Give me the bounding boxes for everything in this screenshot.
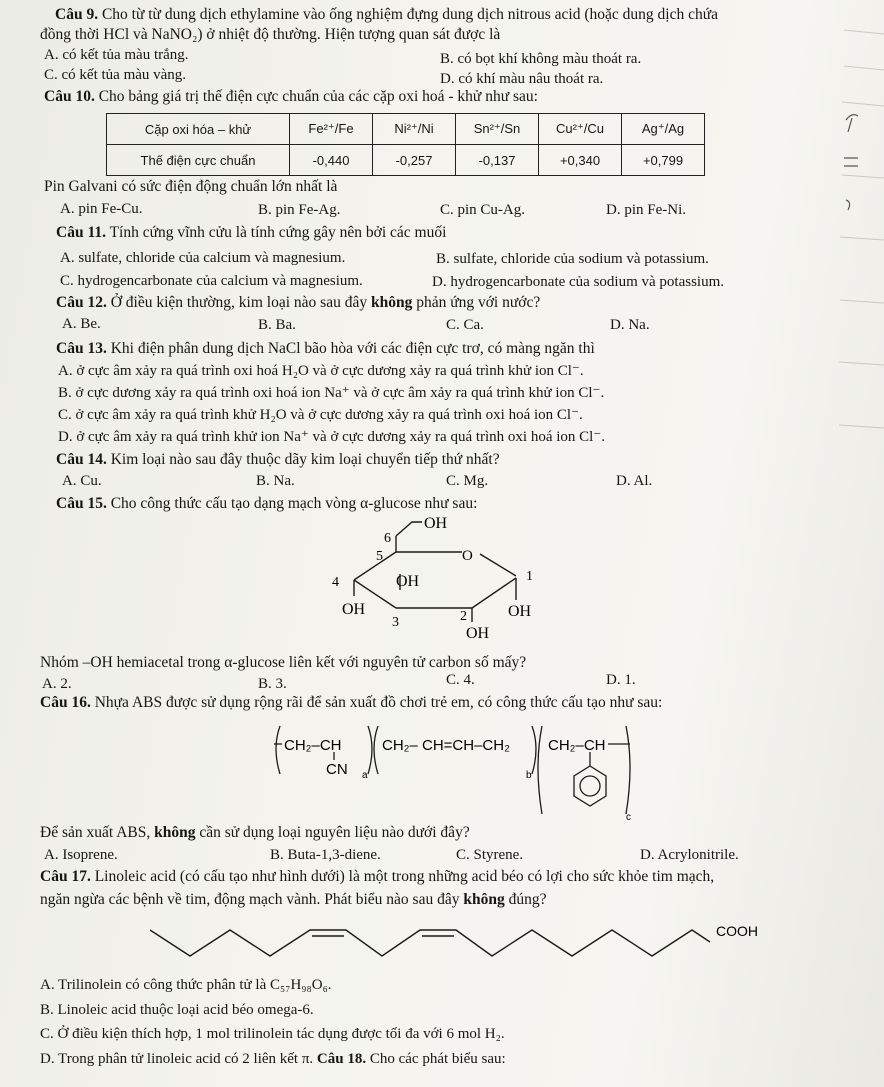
- bracket-c-open: [538, 726, 542, 814]
- q13-stem-text: Khi điện phân dung dịch NaCl bão hòa với các điện cực trơ, có màng ngăn thì: [106, 340, 595, 357]
- q10-option-b[interactable]: B. pin Fe-Ag.: [258, 202, 341, 218]
- table-header-potential: Thế điện cực chuẩn: [107, 145, 290, 176]
- table-cell: -0,440: [290, 145, 373, 176]
- q18-number: Câu 18.: [316, 1051, 367, 1067]
- linoleic-acid-structure: [150, 920, 770, 964]
- benzene-ring: [574, 766, 606, 806]
- butadiene-unit-label: CH₂– CH=CH–CH₂: [382, 737, 510, 754]
- c1-oh-label: OH: [508, 603, 532, 620]
- table-cell: Fe²⁺/Fe: [290, 114, 373, 145]
- c6-oh-label: OH: [424, 515, 448, 532]
- q12-option-b[interactable]: B. Ba.: [258, 317, 296, 333]
- q16-option-b[interactable]: B. Buta-1,3-diene.: [270, 847, 381, 863]
- q13-number: Câu 13.: [56, 340, 107, 357]
- q9-stem-line1: [55, 6, 718, 24]
- q12-stem-emphasis: không: [370, 294, 413, 311]
- q17-option-d: [40, 1050, 506, 1068]
- q17-stem-line1: [40, 868, 714, 886]
- q13-option-d[interactable]: D. ở cực âm xảy ra quá trình khử ion Na⁺ và ở cực dương xảy ra quá trình oxi hoá ion Cl⁻.: [58, 429, 606, 445]
- q14-option-b[interactable]: B. Na.: [256, 473, 295, 489]
- q17-number: Câu 17.: [40, 868, 91, 885]
- table-row: [107, 114, 705, 145]
- q12-option-a[interactable]: A. Be.: [62, 316, 101, 332]
- q16-question-text: Để sản xuất ABS,: [40, 824, 155, 841]
- q11-option-a[interactable]: A. sulfate, chloride của calcium và magnesium.: [60, 250, 346, 266]
- q11-number: Câu 11.: [56, 224, 106, 241]
- q11-option-d[interactable]: D. hydrogencarbonate của sodium và potassium.: [432, 274, 725, 290]
- subscript-a: a: [362, 770, 368, 781]
- c6-bond: [396, 522, 422, 536]
- q10-stem-line2: Pin Galvani có sức điện động chuẩn lớn nhất là: [44, 178, 338, 195]
- c3-oh-label: OH: [396, 573, 420, 590]
- q16-option-c[interactable]: C. Styrene.: [456, 847, 524, 863]
- q17-option-c[interactable]: C. Ở điều kiện thích hợp, 1 mol trilinolein tác dụng được tối đa với 6 mol H₂.: [40, 1026, 505, 1042]
- c4-number: 4: [332, 575, 339, 590]
- table-header-pair: Cặp oxi hóa – khử: [107, 114, 290, 145]
- styrene-unit-label: CH₂–CH: [548, 737, 606, 754]
- q14-option-a[interactable]: A. Cu.: [62, 473, 102, 489]
- q10-number: Câu 10.: [44, 88, 95, 105]
- q15-number: Câu 15.: [56, 495, 107, 512]
- q17-stem-text-end: đúng?: [504, 891, 547, 908]
- q14-stem-text: Kim loại nào sau đây thuộc dãy kim loại chuyển tiếp thứ nhất?: [106, 451, 500, 468]
- edge-rule-lines: [824, 0, 884, 1087]
- table-cell: Cu²⁺/Cu: [539, 114, 622, 145]
- q9-option-d[interactable]: D. có khí màu nâu thoát ra.: [440, 71, 604, 87]
- q12-stem-text: Ở điều kiện thường, kim loại nào sau đây: [106, 294, 371, 311]
- q9-option-b[interactable]: B. có bọt khí không màu thoát ra.: [440, 51, 642, 67]
- q12-stem-text-end: phản ứng với nước?: [412, 294, 541, 311]
- q12-number: Câu 12.: [56, 294, 107, 311]
- table-cell: Ni²⁺/Ni: [373, 114, 456, 145]
- q9-number: Câu 9.: [55, 6, 99, 23]
- q15-option-c[interactable]: C. 4.: [446, 672, 475, 688]
- q10-stem-text: Cho bảng giá trị thế điện cực chuẩn của các cặp oxi hoá - khử như sau:: [94, 88, 538, 105]
- alpha-glucose-structure: [320, 508, 560, 648]
- bracket-a-open: [276, 726, 280, 774]
- q12-stem: [56, 294, 540, 312]
- acrylonitrile-unit-label: CH₂–CH: [284, 737, 342, 754]
- o-c1-bond: [480, 554, 516, 576]
- q17-stem-text: Linoleic acid (có cấu tạo như hình dưới) là một trong những acid béo có lợi cho sức khỏe tim mạch,: [90, 868, 715, 885]
- carbon-chain: [150, 930, 710, 956]
- q9-stem-text: Cho từ từ dung dịch ethylamine vào ống nghiệm đựng dung dịch nitrous acid (hoặc dung dịch chứa: [98, 6, 718, 23]
- q16-question-emphasis: không: [154, 824, 196, 841]
- q17-stem-emphasis: không: [463, 891, 505, 908]
- q14-stem: [56, 451, 500, 469]
- table-cell: Ag⁺/Ag: [622, 114, 705, 145]
- q13-option-a[interactable]: A. ở cực âm xảy ra quá trình oxi hoá H₂O và ở cực dương xảy ra quá trình khử ion Cl⁻.: [58, 363, 584, 379]
- q16-question-text-end: cần sử dụng loại nguyên liệu nào dưới đây?: [195, 824, 470, 841]
- subscript-c: c: [626, 812, 631, 823]
- q9-stem-line2: đồng thời HCl và NaNO₂) ở nhiệt độ thường. Hiện tượng quan sát được là: [40, 26, 501, 43]
- q13-option-b[interactable]: B. ở cực dương xảy ra quá trình oxi hoá ion Na⁺ và ở cực âm xảy ra quá trình khử ion Cl⁻.: [58, 385, 605, 401]
- q17-option-d-text[interactable]: D. Trong phân tử linoleic acid có 2 liên kết π.: [40, 1051, 317, 1067]
- q10-option-c[interactable]: C. pin Cu-Ag.: [440, 202, 526, 218]
- bracket-a-close: [368, 726, 372, 774]
- benzene-ring-circle: [580, 776, 600, 796]
- c5-number: 5: [376, 549, 383, 564]
- q16-number: Câu 16.: [40, 694, 91, 711]
- q10-stem-line1: [44, 88, 538, 106]
- q12-option-d[interactable]: D. Na.: [610, 317, 650, 333]
- bracket-c-close: [626, 726, 630, 814]
- table-cell: +0,799: [622, 145, 705, 176]
- q11-option-b[interactable]: B. sulfate, chloride của sodium và potassium.: [436, 251, 709, 267]
- q13-option-c[interactable]: C. ở cực âm xảy ra quá trình khử H₂O và ở cực dương xảy ra quá trình oxi hoá ion Cl⁻.: [58, 407, 583, 423]
- ring-oxygen-label: O: [462, 548, 473, 564]
- q16-option-a[interactable]: A. Isoprene.: [44, 847, 118, 863]
- q11-option-c[interactable]: C. hydrogencarbonate của calcium và magnesium.: [60, 273, 363, 289]
- bracket-b-close: [532, 726, 536, 774]
- c2-oh-label: OH: [466, 625, 490, 642]
- table-cell: -0,257: [373, 145, 456, 176]
- q15-option-d[interactable]: D. 1.: [606, 672, 636, 688]
- q15-option-a[interactable]: A. 2.: [42, 676, 72, 692]
- c3-number: 3: [392, 615, 399, 630]
- cn-label: CN: [326, 761, 348, 778]
- q17-stem-text2: ngăn ngừa các bệnh về tim, động mạch vành. Phát biểu nào sau đây: [40, 891, 464, 908]
- q17-option-b[interactable]: B. Linoleic acid thuộc loại acid béo omega-6.: [40, 1002, 314, 1018]
- q15-option-b[interactable]: B. 3.: [258, 676, 287, 692]
- subscript-b: b: [526, 770, 532, 781]
- q12-option-c[interactable]: C. Ca.: [446, 317, 484, 333]
- electrode-potential-table: [106, 113, 705, 176]
- q14-option-c[interactable]: C. Mg.: [446, 473, 489, 489]
- q18-stem-text: Cho các phát biểu sau:: [366, 1051, 506, 1067]
- q16-stem: [40, 694, 662, 712]
- q16-question: [40, 824, 470, 842]
- table-cell: +0,340: [539, 145, 622, 176]
- q17-option-a[interactable]: A. Trilinolein có công thức phân tử là C₅₇H₉₈O₆.: [40, 977, 332, 993]
- q16-option-d[interactable]: D. Acrylonitrile.: [640, 847, 739, 863]
- q17-stem-line2: [40, 891, 546, 909]
- q14-number: Câu 14.: [56, 451, 107, 468]
- q11-stem-text: Tính cứng vĩnh cửu là tính cứng gây nên bởi các muối: [105, 224, 447, 241]
- q16-stem-text: Nhựa ABS được sử dụng rộng rãi để sản xuất đồ chơi trẻ em, có công thức cấu tạo như sau:: [90, 694, 663, 711]
- q9-option-c[interactable]: C. có kết tủa màu vàng.: [44, 67, 187, 83]
- c2-number: 2: [460, 609, 467, 624]
- table-cell: Sn²⁺/Sn: [456, 114, 539, 145]
- c6-number: 6: [384, 531, 391, 546]
- q10-option-d[interactable]: D. pin Fe-Ni.: [606, 202, 686, 218]
- bracket-b-open: [374, 726, 378, 774]
- c4-c5-bond: [354, 552, 396, 580]
- q10-option-a[interactable]: A. pin Fe-Cu.: [60, 201, 143, 217]
- c1-number: 1: [526, 569, 533, 584]
- q9-option-a[interactable]: A. có kết tủa màu trắng.: [44, 47, 189, 63]
- c4-oh-label: OH: [342, 601, 366, 618]
- table-cell: -0,137: [456, 145, 539, 176]
- q13-stem: [56, 340, 595, 358]
- table-row: [107, 145, 705, 176]
- q15-stem-text: Cho công thức cấu tạo dạng mạch vòng α-glucose như sau:: [106, 495, 478, 512]
- q14-option-d[interactable]: D. Al.: [616, 473, 653, 489]
- q15-question: Nhóm –OH hemiacetal trong α-glucose liên kết với nguyên tử carbon số mấy?: [40, 654, 527, 671]
- q11-stem: [56, 224, 446, 242]
- cooh-label: COOH: [716, 923, 758, 939]
- abs-structure: [270, 716, 650, 826]
